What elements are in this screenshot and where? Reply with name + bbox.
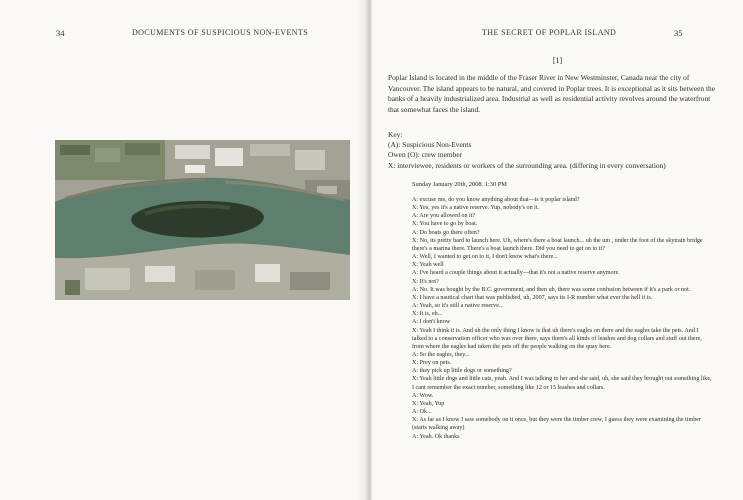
right-page: [372, 0, 743, 500]
left-running-header: DOCUMENTS OF SUSPICIOUS NON-EVENTS: [132, 28, 309, 37]
dialogue-line: A: Do boats go there often?: [412, 229, 480, 236]
key-line: Owen (O): crew member: [388, 150, 463, 160]
section-marker: [1]: [552, 56, 563, 65]
dialogue-line: X: Yeah, Yup: [412, 400, 445, 407]
dialogue-line: X: Yeah well: [412, 262, 444, 269]
conversation-date: Sunday January 20th, 2008. 1:30 PM: [412, 181, 507, 188]
aerial-photo-poplar-island: [55, 140, 350, 300]
dialogue-line: A: So the eagles, they...: [412, 351, 470, 358]
dialogue-line: X: Yeah little dogs and little cats, yeah. And I was talking to her and she said, uh, she said they brought out something like, I cant remember the exact number, something like 12 or 15 leashes and collars.: [412, 376, 712, 391]
left-page: [0, 0, 366, 500]
dialogue-line: X: Prey on pets.: [412, 360, 452, 367]
key-line: (A): Suspicious Non-Events: [388, 140, 472, 150]
dialogue-line: X: No, its pretty hard to launch here. Uh, where's there a boat launch... uh the um , under the foot of the skytrain bridge there's a marina there. There's a boat launch there. Did you need to get on to it?: [412, 237, 703, 252]
dialogue-line: A: Are you allowed on it?: [412, 213, 476, 220]
dialogue-line: X: Yeah I think it is. And uh the only thing I know is that uh there's eagles on there and the eagles take the pets. And I talked to a conservation officer who was over there, says there's all kinds of leashes and dog collars and stuff out there, from where the eagles had taken the pets off the people walking on the quay here.: [412, 327, 702, 350]
right-page-number: 35: [674, 28, 683, 38]
dialogue-line: X: As far as I know I saw somebody on it once, but they were the timber crew, I guess they were examining the timber (starts walking away): [412, 417, 701, 432]
conversation-transcript: [412, 196, 712, 441]
dialogue-line: A: Yeah. Ok thanks: [412, 433, 460, 440]
dialogue-line: X: I have a nautical chart that was published, uh, 2007, says its I-R number what ever the hell it is.: [412, 294, 653, 301]
left-page-number: 34: [56, 28, 65, 38]
intro-paragraph: Poplar Island is located in the middle of the Fraser River in New Westminster, Canada near the city of Vancouver. The island appears to be natural, and covered in Poplar trees. It is exceptional as it sits between the banks of a heavily industrialized area. Industrial as well as residential activity revolves around the waterfront that somewhat faces the island.: [388, 73, 715, 114]
dialogue-line: X: It is, eh...: [412, 311, 443, 318]
right-running-header: THE SECRET OF POPLAR ISLAND: [482, 28, 617, 37]
dialogue-line: X: Yes, yes it's a native reserve. Yup, nobody's on it.: [412, 205, 540, 212]
dialogue-line: A: Well, I wanted to get on to it, I don't know what's there...: [412, 254, 558, 261]
dialogue-line: A: excuse me, do you know anything about that—is it poplar island?: [412, 197, 580, 203]
dialogue-line: A: Yeah, so it's still a native reserve...: [412, 303, 504, 310]
key-title: Key:: [388, 130, 403, 139]
dialogue-line: X: You have to go by boat.: [412, 221, 478, 228]
dialogue-line: A: they pick up little dogs or something?: [412, 368, 512, 375]
key-line: X: interviewee, residents or workers of the surrounding area. (differing in every conversation): [388, 160, 666, 170]
key-legend: [388, 130, 718, 171]
dialogue-line: A: No. It was bought by the B.C. government, and then uh, there was some confusion between if it's a park or not.: [412, 286, 691, 293]
dialogue-line: A: Ok...: [412, 409, 432, 416]
dialogue-line: A: I've heard a couple things about it actually—that it's not a native reserve anymore.: [412, 270, 620, 277]
dialogue-line: X: It's not?: [412, 278, 439, 285]
dialogue-line: A: I don't know: [412, 319, 451, 326]
dialogue-line: A: Wow.: [412, 392, 434, 399]
